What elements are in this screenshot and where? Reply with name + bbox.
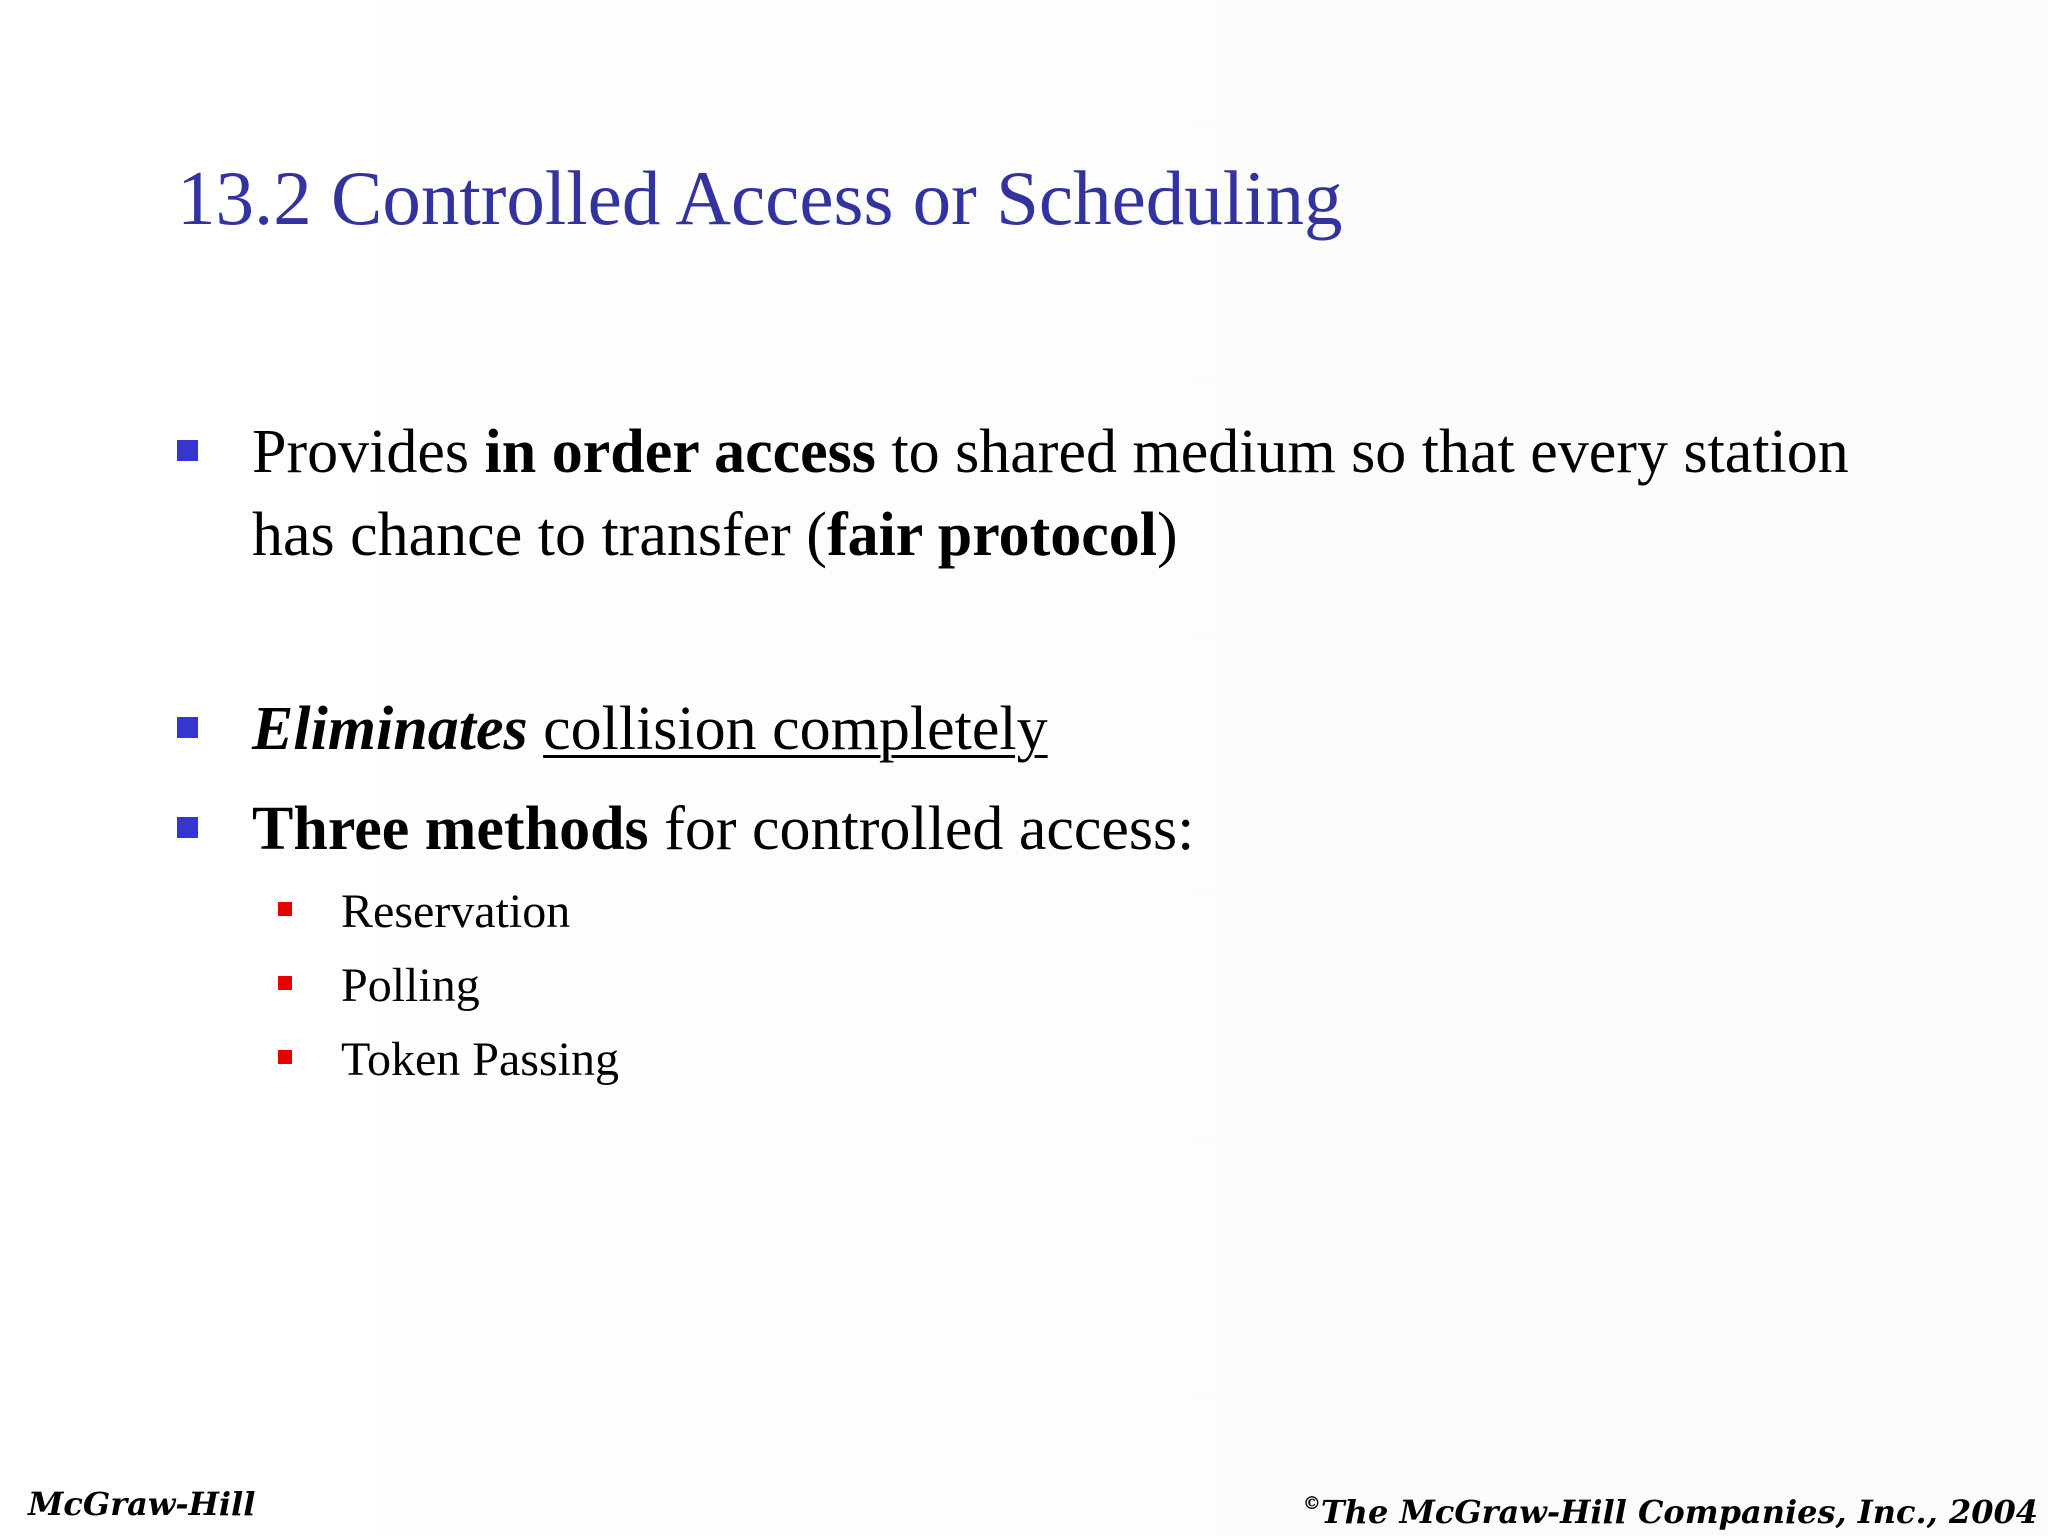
copyright-symbol: © (1302, 1493, 1321, 1514)
footer-publisher: McGraw-Hill (28, 1485, 256, 1523)
square-bullet-icon (177, 440, 198, 461)
bullet-text-segment: ) (1156, 501, 1178, 569)
copyright-text: The McGraw-Hill Companies, Inc., 2004 (1320, 1493, 2038, 1531)
bullet-text (252, 688, 1932, 771)
square-bullet-icon (177, 717, 198, 738)
bullet-text-segment: for controlled access: (648, 795, 1195, 863)
sub-bullet-text: Polling (341, 959, 480, 1012)
bullet-text-segment (528, 695, 544, 763)
sub-bullet-text: Reservation (341, 885, 571, 938)
bullet-emphasis: Three methods (252, 795, 649, 863)
bullet-text (252, 411, 1932, 577)
slide-title: 13.2 Controlled Access or Scheduling (177, 155, 1343, 241)
red-square-bullet-icon (278, 1050, 292, 1064)
footer-copyright (1303, 1484, 2038, 1532)
red-square-bullet-icon (278, 976, 292, 990)
bullet-text (252, 788, 1932, 871)
bullet-text-segment: to shared medium so that every station has chance to transfer ( (252, 418, 1849, 569)
bullet-underlined: collision completely (543, 695, 1048, 763)
sub-bullet-text: Token Passing (341, 1033, 619, 1086)
bullet-text-segment: Provides (252, 418, 485, 486)
red-square-bullet-icon (278, 902, 292, 916)
square-bullet-icon (177, 817, 198, 838)
bullet-emphasis: in order access (484, 418, 876, 486)
bullet-emphasis: fair protocol (826, 501, 1157, 569)
bullet-emphasis: Eliminates (252, 695, 528, 763)
